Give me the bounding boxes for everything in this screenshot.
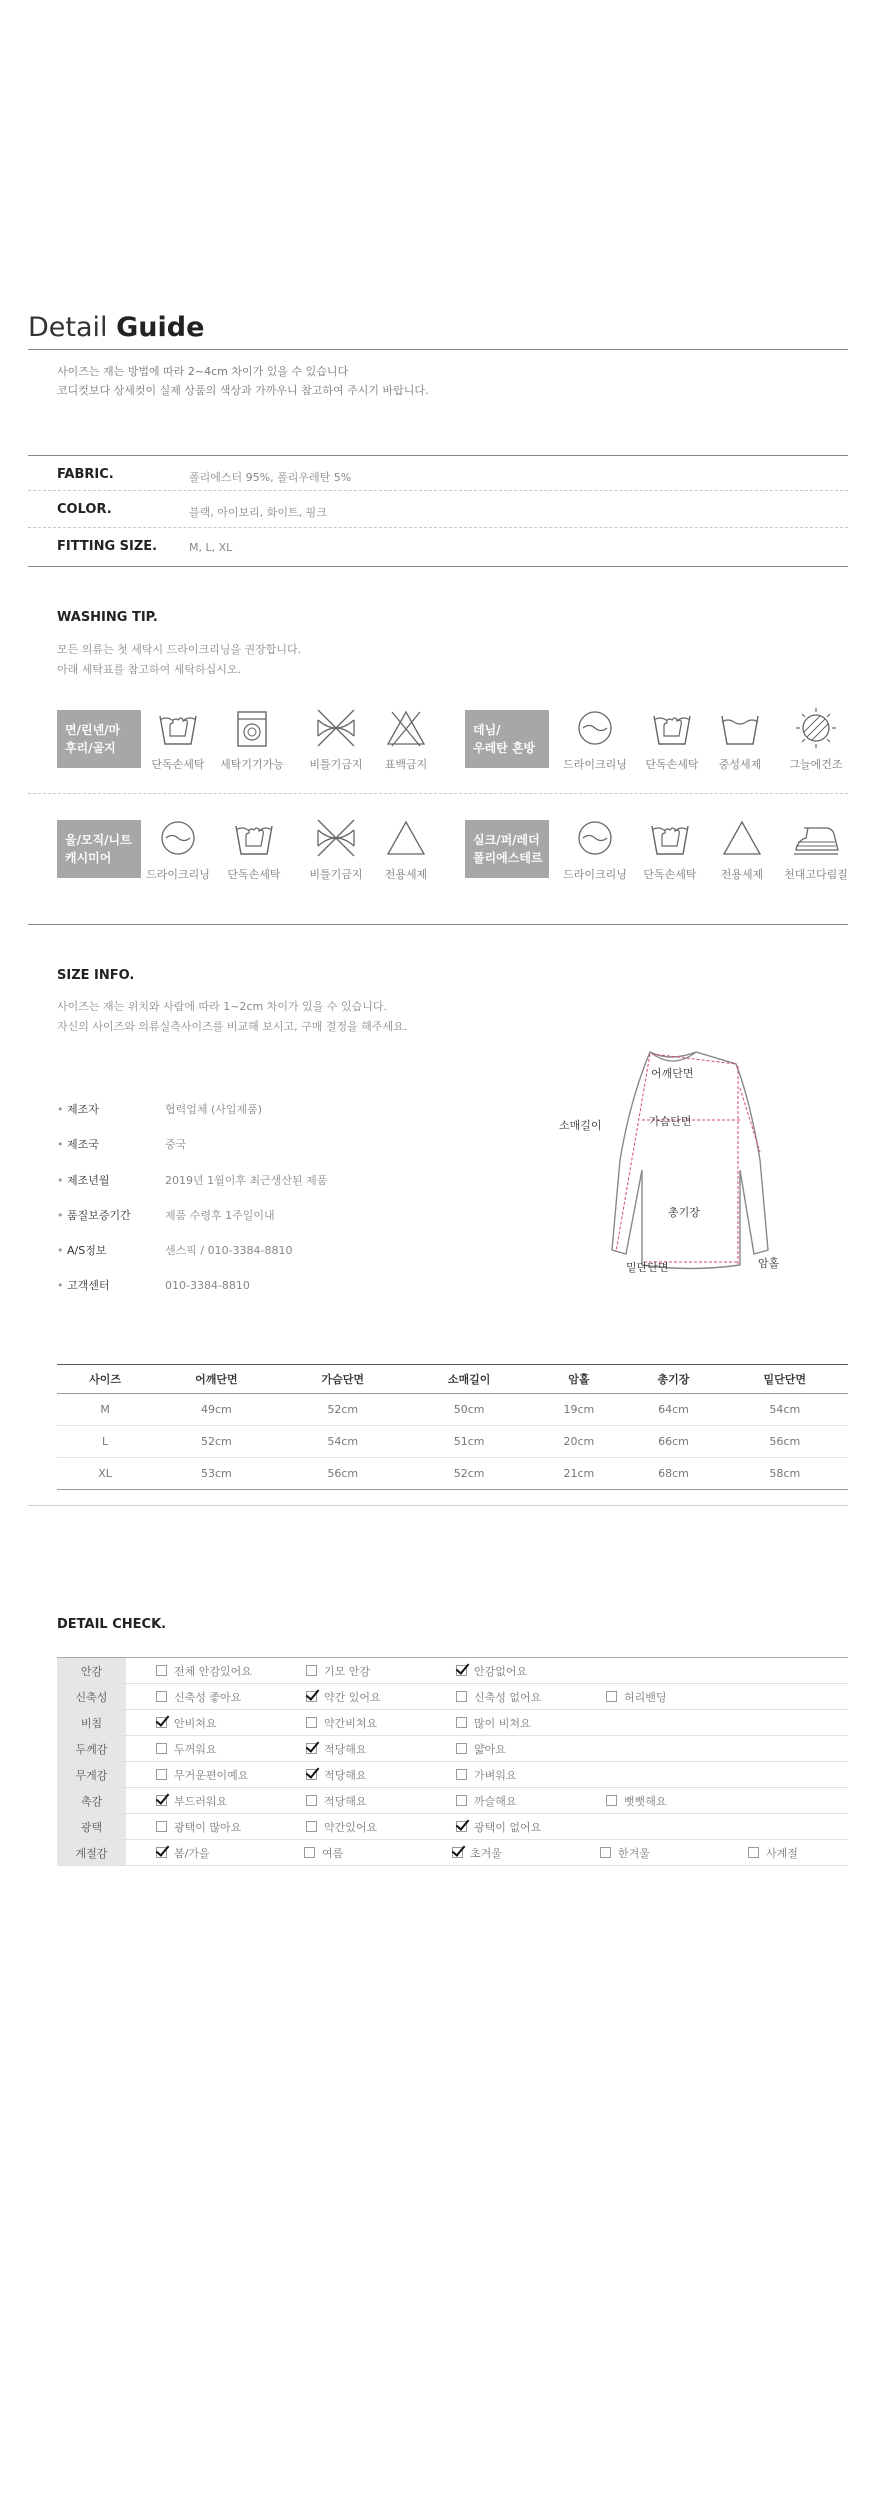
table-cell: 20cm (532, 1426, 625, 1458)
bleach-icon (720, 816, 764, 860)
column-header: 밑단단면 (722, 1365, 848, 1394)
table-cell: 50cm (406, 1394, 532, 1426)
washing-line-1: 모든 의류는 첫 세탁시 드라이크리닝을 권장합니다. (57, 643, 302, 656)
dry-clean-icon (573, 816, 617, 860)
check-option[interactable] (606, 1793, 756, 1809)
table-cell: 21cm (532, 1458, 625, 1490)
diagram-label-length: 총기장 (668, 1206, 700, 1219)
check-option-label: 적당해요 (324, 1742, 367, 1756)
check-option[interactable] (452, 1845, 600, 1861)
checkbox[interactable] (306, 1665, 317, 1676)
check-row (57, 1762, 848, 1788)
wash-item: 전용세제 (702, 816, 782, 882)
table-cell: 52cm (406, 1458, 532, 1490)
check-option[interactable] (456, 1715, 606, 1731)
info-date: • 제조년월 2019년 1월이후 최근생산된 제품 (57, 1172, 327, 1188)
wash-item: 중성세제 (700, 706, 780, 772)
check-options (126, 1710, 848, 1736)
check-option[interactable] (456, 1819, 606, 1835)
check-option-label: 두꺼워요 (174, 1742, 217, 1756)
checkbox[interactable] (456, 1795, 467, 1806)
column-header: 소매길이 (406, 1365, 532, 1394)
wash-item: 단독손세탁 (214, 816, 294, 882)
table-cell: 19cm (532, 1394, 625, 1426)
check-option-label: 초겨울 (470, 1846, 502, 1860)
wash-item: 전용세제 (366, 816, 446, 882)
divider (28, 490, 848, 491)
size-table (57, 1364, 848, 1490)
divider (28, 1505, 848, 1506)
column-header: 가슴단면 (280, 1365, 406, 1394)
column-header: 사이즈 (57, 1365, 153, 1394)
divider (28, 793, 848, 794)
check-option-label: 약간 있어요 (324, 1690, 381, 1704)
checkbox-checked[interactable] (452, 1847, 463, 1858)
check-row (57, 1736, 848, 1762)
check-row-label: 무게감 (57, 1762, 126, 1788)
check-option-label: 여름 (322, 1846, 344, 1860)
wash-category-cotton: 면/린넨/마 후리/골지 (57, 710, 141, 768)
no-wring-icon (312, 816, 360, 860)
checkbox[interactable] (606, 1691, 617, 1702)
checkbox-checked[interactable] (456, 1665, 467, 1676)
info-warranty: • 품질보증기간 제품 수령후 1주일이내 (57, 1207, 275, 1223)
table-cell: 68cm (625, 1458, 721, 1490)
check-option-label: 전체 안감있어요 (174, 1664, 252, 1678)
intro-line-1: 사이즈는 재는 방법에 따라 2~4cm 차이가 있을 수 있습니다 (57, 365, 349, 378)
wash-item: 단독손세탁 (632, 706, 712, 772)
iron-cloth-icon (792, 816, 840, 860)
check-row (57, 1840, 848, 1866)
fitting-size-label: FITTING SIZE. (57, 539, 158, 554)
table-cell: 54cm (280, 1426, 406, 1458)
no-wring-icon (312, 706, 360, 750)
table-cell: 49cm (153, 1394, 279, 1426)
wash-item: 드라이크리닝 (555, 706, 635, 772)
check-option[interactable] (456, 1741, 606, 1757)
check-option-label: 가벼워요 (474, 1768, 517, 1782)
checkbox-checked[interactable] (306, 1743, 317, 1754)
table-cell: L (57, 1426, 153, 1458)
check-option[interactable] (456, 1767, 606, 1783)
check-row (57, 1814, 848, 1840)
check-option-label: 한겨울 (618, 1846, 650, 1860)
check-option[interactable] (156, 1767, 306, 1783)
checkbox[interactable] (306, 1717, 317, 1728)
info-manufacturer: • 제조자 협력업체 (사입제품) (57, 1101, 262, 1117)
checkbox[interactable] (456, 1769, 467, 1780)
fitting-size-value: M, L, XL (189, 541, 233, 554)
wash-item: 표백금지 (366, 706, 446, 772)
table-cell: 51cm (406, 1426, 532, 1458)
check-row-label: 두께감 (57, 1736, 126, 1762)
checkbox-checked[interactable] (156, 1847, 167, 1858)
check-option[interactable] (306, 1741, 456, 1757)
divider (28, 349, 848, 350)
wash-item: 비틀기금지 (296, 706, 376, 772)
checkbox[interactable] (306, 1795, 317, 1806)
table-cell: XL (57, 1458, 153, 1490)
washing-line-2: 아래 세탁표를 참고하여 세탁하십시오. (57, 663, 242, 676)
column-header: 총기장 (625, 1365, 721, 1394)
check-option-label: 신축성 없어요 (474, 1690, 542, 1704)
check-option[interactable] (156, 1715, 306, 1731)
diagram-label-sleeve: 소매길이 (559, 1119, 602, 1132)
size-info-line-1: 사이즈는 재는 위치와 사람에 따라 1~2cm 차이가 있을 수 있습니다. (57, 1000, 387, 1013)
check-option-label: 봄/가을 (174, 1846, 210, 1860)
check-option-label: 기모 안감 (324, 1664, 371, 1678)
page-title: Detail Guide (28, 312, 205, 343)
check-row-label: 광택 (57, 1814, 126, 1840)
wash-item: 드라이크리닝 (138, 816, 218, 882)
divider (28, 455, 848, 456)
checkbox[interactable] (306, 1821, 317, 1832)
bleach-icon (384, 816, 428, 860)
table-row (57, 1458, 848, 1490)
table-cell: 56cm (280, 1458, 406, 1490)
check-option-label: 안감없어요 (474, 1664, 528, 1678)
wash-item: 단독손세탁 (630, 816, 710, 882)
intro-line-2: 코디컷보다 상세컷이 실제 상품의 색상과 가까우니 참고하여 주시기 바랍니다. (57, 384, 429, 397)
check-option[interactable] (304, 1845, 452, 1861)
table-cell: 52cm (280, 1394, 406, 1426)
hand-wash-icon (156, 706, 200, 750)
check-row (57, 1710, 848, 1736)
checkbox-checked[interactable] (156, 1717, 167, 1728)
check-row-label: 비침 (57, 1710, 126, 1736)
column-header: 어깨단면 (153, 1365, 279, 1394)
no-bleach-icon (384, 706, 428, 750)
detail-check-table (57, 1657, 848, 1866)
check-options (126, 1684, 848, 1710)
check-option[interactable] (156, 1663, 306, 1679)
neutral-detergent-icon (718, 706, 762, 750)
check-row (57, 1788, 848, 1814)
divider (28, 924, 848, 925)
check-option[interactable] (306, 1767, 456, 1783)
check-row (57, 1684, 848, 1710)
wash-category-denim: 데님/ 우레탄 혼방 (465, 710, 549, 768)
checkbox[interactable] (456, 1691, 467, 1702)
fabric-value: 폴리에스터 95%, 폴리우레탄 5% (189, 471, 352, 484)
check-option-label: 얇아요 (474, 1742, 506, 1756)
check-option-label: 광택이 많아요 (174, 1820, 242, 1834)
check-option[interactable] (456, 1663, 606, 1679)
checkbox[interactable] (156, 1743, 167, 1754)
detail-check-heading: DETAIL CHECK. (57, 1617, 167, 1632)
table-row (57, 1394, 848, 1426)
checkbox[interactable] (606, 1795, 617, 1806)
check-options (126, 1840, 848, 1866)
table-cell: M (57, 1394, 153, 1426)
check-option-label: 적당해요 (324, 1768, 367, 1782)
color-value: 블랙, 아이보리, 화이트, 핑크 (189, 506, 327, 519)
wash-item: 천대고다림질 (776, 816, 856, 882)
wash-item: 세탁기기가능 (212, 706, 292, 772)
wash-item: 그늘에건조 (776, 706, 856, 772)
check-option[interactable] (156, 1845, 304, 1861)
check-option-label: 허리밴딩 (624, 1690, 667, 1704)
checkbox[interactable] (156, 1821, 167, 1832)
checkbox[interactable] (304, 1847, 315, 1858)
check-option[interactable] (306, 1793, 456, 1809)
check-option[interactable] (600, 1845, 748, 1861)
checkbox[interactable] (748, 1847, 759, 1858)
info-country: • 제조국 중국 (57, 1136, 186, 1152)
checkbox[interactable] (600, 1847, 611, 1858)
checkbox-checked[interactable] (306, 1691, 317, 1702)
check-option-label: 약간비쳐요 (324, 1716, 378, 1730)
check-options (126, 1736, 848, 1762)
hand-wash-icon (650, 706, 694, 750)
checkbox-checked[interactable] (306, 1769, 317, 1780)
check-row-label: 촉감 (57, 1788, 126, 1814)
size-info-line-2: 자신의 사이즈와 의류실측사이즈를 비교해 보시고, 구매 결정을 해주세요. (57, 1020, 408, 1033)
table-cell: 53cm (153, 1458, 279, 1490)
check-option[interactable] (306, 1663, 456, 1679)
checkbox[interactable] (456, 1743, 467, 1754)
check-option-label: 부드러워요 (174, 1794, 228, 1808)
table-cell: 56cm (722, 1426, 848, 1458)
check-option[interactable] (306, 1819, 456, 1835)
table-cell: 66cm (625, 1426, 721, 1458)
check-option-label: 까슬해요 (474, 1794, 517, 1808)
size-info-heading: SIZE INFO. (57, 968, 135, 983)
check-option-label: 많이 비쳐요 (474, 1716, 531, 1730)
column-header: 암홀 (532, 1365, 625, 1394)
table-cell: 52cm (153, 1426, 279, 1458)
table-cell: 58cm (722, 1458, 848, 1490)
check-option-label: 사계절 (766, 1846, 798, 1860)
check-option[interactable] (456, 1793, 606, 1809)
fabric-label: FABRIC. (57, 467, 114, 482)
checkbox[interactable] (156, 1665, 167, 1676)
wash-category-silk: 실크/퍼/레더 폴리에스테르 (465, 820, 549, 878)
wash-item: 단독손세탁 (138, 706, 218, 772)
check-option[interactable] (606, 1689, 756, 1705)
washing-machine-icon (230, 706, 274, 750)
check-option-label: 광택이 없어요 (474, 1820, 542, 1834)
check-option[interactable] (156, 1793, 306, 1809)
check-row (57, 1658, 848, 1684)
info-as: • A/S정보 센스픽 / 010-3384-8810 (57, 1242, 293, 1258)
dry-clean-icon (573, 706, 617, 750)
table-row (57, 1426, 848, 1458)
divider (28, 527, 848, 528)
shade-dry-icon (794, 706, 838, 750)
wash-item: 드라이크리닝 (555, 816, 635, 882)
color-label: COLOR. (57, 502, 112, 517)
diagram-label-chest: 가슴단면 (649, 1115, 692, 1128)
check-option-label: 안비쳐요 (174, 1716, 217, 1730)
checkbox-checked[interactable] (456, 1821, 467, 1832)
divider (28, 566, 848, 567)
check-options (126, 1814, 848, 1840)
wash-category-wool: 울/모직/니트 캐시미어 (57, 820, 141, 878)
check-option[interactable] (306, 1689, 456, 1705)
washing-tip-heading: WASHING TIP. (57, 610, 158, 625)
diagram-label-shoulder: 어깨단면 (651, 1067, 694, 1080)
hand-wash-icon (648, 816, 692, 860)
diagram-label-hem: 밑단단면 (626, 1261, 669, 1274)
dry-clean-icon (156, 816, 200, 860)
check-option[interactable] (156, 1741, 306, 1757)
table-cell: 64cm (625, 1394, 721, 1426)
check-option-label: 뻣뻣해요 (624, 1794, 667, 1808)
check-options (126, 1762, 848, 1788)
check-option[interactable] (156, 1819, 306, 1835)
wash-item: 비틀기금지 (296, 816, 376, 882)
check-row-label: 계절감 (57, 1840, 126, 1866)
check-options (126, 1788, 848, 1814)
check-option-label: 약간있어요 (324, 1820, 378, 1834)
hand-wash-icon (232, 816, 276, 860)
check-option[interactable] (456, 1689, 606, 1705)
check-row-label: 신축성 (57, 1684, 126, 1710)
check-option-label: 적당해요 (324, 1794, 367, 1808)
table-cell: 54cm (722, 1394, 848, 1426)
checkbox-checked[interactable] (156, 1795, 167, 1806)
check-option-label: 무거운편이예요 (174, 1768, 249, 1782)
checkbox[interactable] (456, 1717, 467, 1728)
check-options (126, 1658, 848, 1684)
size-table-header (57, 1365, 848, 1394)
checkbox[interactable] (156, 1769, 167, 1780)
diagram-label-armhole: 암홀 (758, 1257, 780, 1270)
check-option[interactable] (306, 1715, 456, 1731)
check-option-label: 신축성 좋아요 (174, 1690, 242, 1704)
check-row-label: 안감 (57, 1658, 126, 1684)
info-customer-center: • 고객센터 010-3384-8810 (57, 1277, 250, 1293)
checkbox[interactable] (156, 1691, 167, 1702)
check-option[interactable] (748, 1845, 848, 1861)
check-option[interactable] (156, 1689, 306, 1705)
